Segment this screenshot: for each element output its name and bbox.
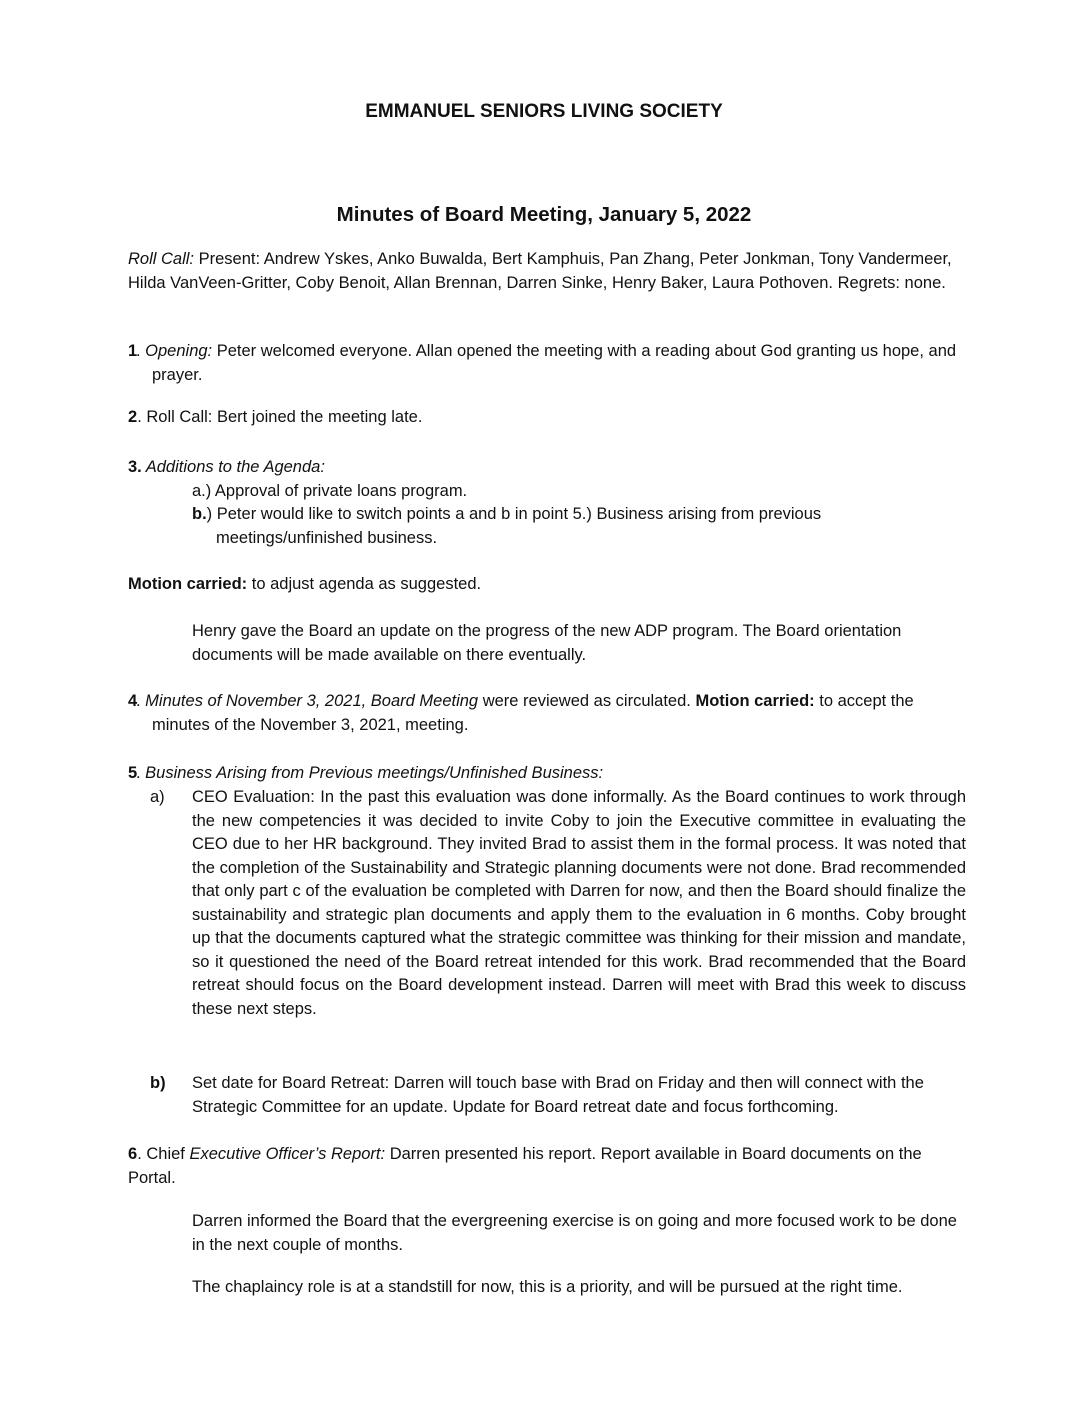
item-5-number: 5 [128,764,138,782]
agenda-item-6: 6. Chief Executive Officer’s Report: Darren presented his report. Report available in Board documents on the Portal. [128,1145,922,1187]
henry-update-paragraph: Henry gave the Board an update on the progress of the new ADP program. The Board orientation documents will be made available on there eventually. [192,622,902,664]
roll-call-label: Roll Call: [128,250,195,268]
chaplaincy-paragraph: The chaplaincy role is at a standstill for now, this is a priority, and will be pursued at the right time. [192,1278,903,1296]
item-3-b-label: b. [192,505,207,523]
item-2-number: 2 [128,408,138,426]
item-3-subitem-a: a.) Approval of private loans program. [192,482,468,500]
item-3-number: 3. [128,458,142,476]
motion-label: Motion carried: [128,575,248,593]
organization-name: EMMANUEL SENIORS LIVING SOCIETY [365,101,723,122]
item-4-text: . Minutes of November 3, 2021, Board Meeting were reviewed as circulated. Motion carried: to accept the minutes of the November 3, 2021, meeting. [136,692,914,734]
item-1-label: Opening: [145,342,213,360]
item-4-motion-label: Motion carried: [695,692,815,710]
item-5-b-label: b) [150,1074,166,1092]
item-2-text: . Roll Call: Bert joined the meeting late. [137,408,423,426]
item-1-number: 1 [128,342,138,360]
item-1-text: . Opening: Peter welcomed everyone. Allan opened the meeting with a reading about God granting us hope, and prayer. [136,342,957,384]
document-title: Minutes of Board Meeting, January 5, 2022 [336,203,752,226]
item-3-b-text: ) Peter would like to switch points a and b in point 5.) Business arising from previous meetings/unfinished business. [206,505,822,547]
item-6-number: 6 [128,1145,138,1163]
item-5-label: Business Arising from Previous meetings/Unfinished Business: [145,764,604,782]
item-3-label: Additions to the Agenda: [141,458,325,476]
item-4-number: 4 [128,692,138,710]
item-5-a-label: a) [150,788,165,806]
item-5-heading: . Business Arising from Previous meetings/Unfinished Business: [136,764,604,782]
item-6-label: Executive Officer’s Report: [189,1145,386,1163]
agenda-item-2 [128,406,958,430]
item-4-label: Minutes of November 3, 2021, Board Meeting [145,692,479,710]
item-5-a-text: CEO Evaluation: In the past this evaluation was done informally. As the Board continues to work through the new competencies it was decided to invite Coby to join the Executive committee in evaluating the CEO due to her HR background. They invited Brad to assist them in the formal process. It was noted that the completion of the Sustainability and Strategic planning documents were not done. Brad recommended that only part c of the evaluation be completed with Darren for now, and then the Board should finalize the sustainability and strategic plan documents and apply them to the evaluation in 6 months. Coby brought up that the documents captured what the strategic committee was thinking for their mission and mandate, so it questioned the need of the Board retreat intended for this work. Brad recommended that the Board retreat should focus on the Board development instead. Darren will meet with Brad this week to discuss these next steps. [192,788,966,1018]
item-6-text: Darren presented his report. Report available in Board documents on the Portal. [128,1145,922,1187]
evergreening-paragraph: Darren informed the Board that the evergreening exercise is on going and more focused work to be done in the next couple of months. [192,1212,957,1254]
item-5-b-text: Set date for Board Retreat: Darren will touch base with Brad on Friday and then will connect with the Strategic Committee for an update. Update for Board retreat date and focus forthcoming. [192,1074,924,1116]
motion-adjust-agenda [128,573,958,597]
roll-call-text: Present: Andrew Yskes, Anko Buwalda, Bert Kamphuis, Pan Zhang, Peter Jonkman, Tony Vandermeer, Hilda VanVeen-Gritter, Coby Benoit, Allan Brennan, Darren Sinke, Henry Baker, Laura Pothoven. Regrets: none. [128,250,952,292]
agenda-item-3 [128,456,958,480]
roll-call-paragraph [128,248,958,295]
motion-text: to adjust agenda as suggested. [247,575,482,593]
